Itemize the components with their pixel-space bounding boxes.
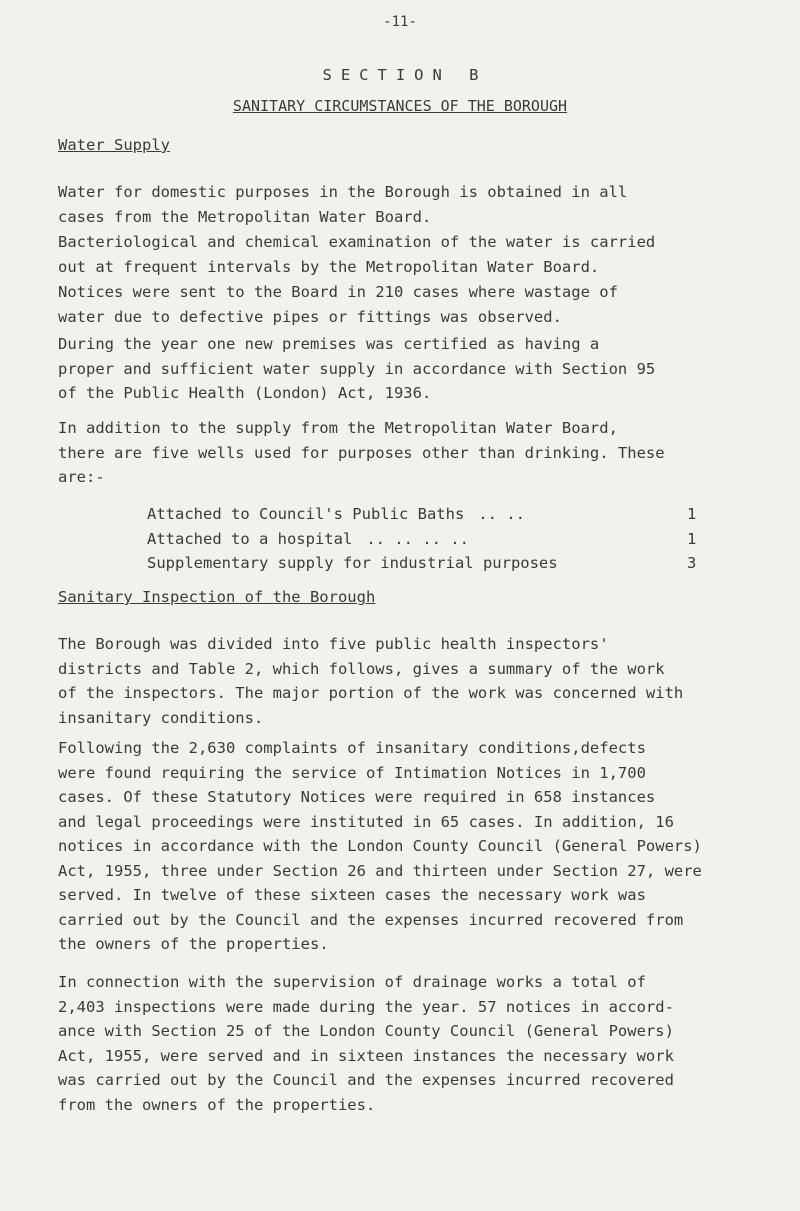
sanitary-inspection-heading: Sanitary Inspection of the Borough [58, 588, 376, 606]
water-paragraph: Notices were sent to the Board in 210 cases where wastage of water due to defective pipes or fittings was observed. [58, 283, 618, 326]
water-paragraph: In addition to the supply from the Metropolitan Water Board, there are five wells used for purposes other than drinking. These are:- [58, 419, 665, 486]
document-subtitle: SANITARY CIRCUMSTANCES OF THE BOROUGH [232, 97, 568, 115]
water-supply-heading: Water Supply [58, 136, 170, 154]
list-item: Attached to a hospital .. .. .. .. 1 [147, 529, 697, 548]
water-paragraph: Water for domestic purposes in the Borough is obtained in all cases from the Metropolitan Water Board. [58, 183, 628, 226]
inspection-paragraph: In connection with the supervision of drainage works a total of 2,403 inspections were made during the year. 57 notices in accord- ance with Section 25 of the London County Council (General Powers) Act, 1955, were served and in sixteen instances the necessary work was carried out by the Council and the expenses incurred recovered from the owners of the properties. [58, 973, 674, 1114]
water-paragraph: During the year one new premises was certified as having a proper and sufficient water supply in accordance with Section 95 of the Public Health (London) Act, 1936. [58, 335, 656, 402]
section-title: SECTION B [322, 66, 488, 84]
inspection-paragraph: Following the 2,630 complaints of insanitary conditions,defects were found requiring the service of Intimation Notices in 1,700 cases. Of these Statutory Notices were required in 658 instances and legal proceedings were instituted in 65 cases. In addition, 16 notices in accordance with the London County Council (General Powers) Act, 1955, three under Section 26 and thirteen under Section 27, were served. In twelve of these sixteen cases the necessary work was carried out by the Council and the expenses incurred recovered from the owners of the properties. [58, 739, 702, 953]
list-item: Attached to Council's Public Baths .. .. 1 [147, 505, 697, 523]
list-item: Supplementary supply for industrial purposes 3 [147, 554, 697, 572]
inspection-paragraph: The Borough was divided into five public health inspectors' districts and Table 2, which follows, gives a summary of the work of the inspectors. The major portion of the work was concerned with insanitary conditions. [58, 635, 684, 727]
wells-list [147, 502, 707, 576]
water-paragraph: Bacteriological and chemical examination of the water is carried out at frequent intervals by the Metropolitan Water Board. [58, 233, 656, 276]
page-number: -11- [383, 14, 417, 30]
